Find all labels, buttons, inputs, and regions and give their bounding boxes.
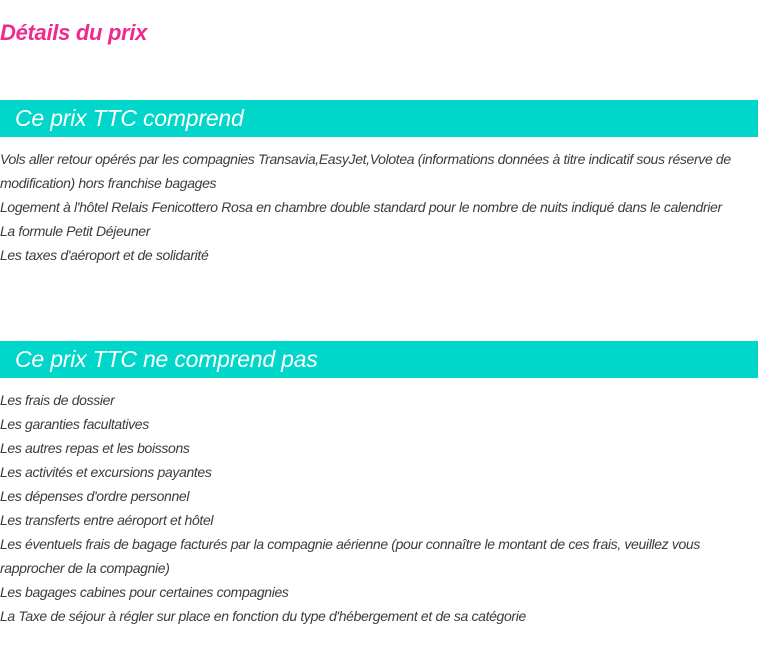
included-item: La formule Petit Déjeuner bbox=[0, 223, 151, 239]
excluded-item: Les bagages cabines pour certaines compagnies bbox=[0, 584, 289, 600]
excluded-item: La Taxe de séjour à régler sur place en fonction du type d'hébergement et de sa catégorie bbox=[0, 608, 526, 624]
included-item: Vols aller retour opérés par les compagnies Transavia,EasyJet,Volotea (informations données à titre indicatif sous réserve de modification) hors franchise bagages bbox=[0, 151, 731, 191]
included-section-header bbox=[0, 100, 758, 137]
page-title: Détails du prix bbox=[0, 20, 148, 45]
included-section-heading: Ce prix TTC comprend bbox=[15, 105, 244, 131]
excluded-section-header bbox=[0, 341, 758, 378]
excluded-item: Les transferts entre aéroport et hôtel bbox=[0, 512, 214, 528]
included-items-list bbox=[0, 147, 752, 267]
excluded-item: Les éventuels frais de bagage facturés par la compagnie aérienne (pour connaître le montant de ces frais, veuillez vous rapprocher de la compagnie) bbox=[0, 536, 701, 576]
excluded-item: Les frais de dossier bbox=[0, 392, 115, 408]
excluded-item: Les dépenses d'ordre personnel bbox=[0, 488, 190, 504]
included-item: Les taxes d'aéroport et de solidarité bbox=[0, 247, 209, 263]
excluded-item: Les garanties facultatives bbox=[0, 416, 149, 432]
excluded-items-list bbox=[0, 388, 752, 628]
excluded-item: Les autres repas et les boissons bbox=[0, 440, 190, 456]
excluded-item: Les activités et excursions payantes bbox=[0, 464, 212, 480]
excluded-section-heading: Ce prix TTC ne comprend pas bbox=[15, 346, 318, 372]
included-item: Logement à l'hôtel Relais Fenicottero Rosa en chambre double standard pour le nombre de nuits indiqué dans le calendrier bbox=[0, 199, 722, 215]
